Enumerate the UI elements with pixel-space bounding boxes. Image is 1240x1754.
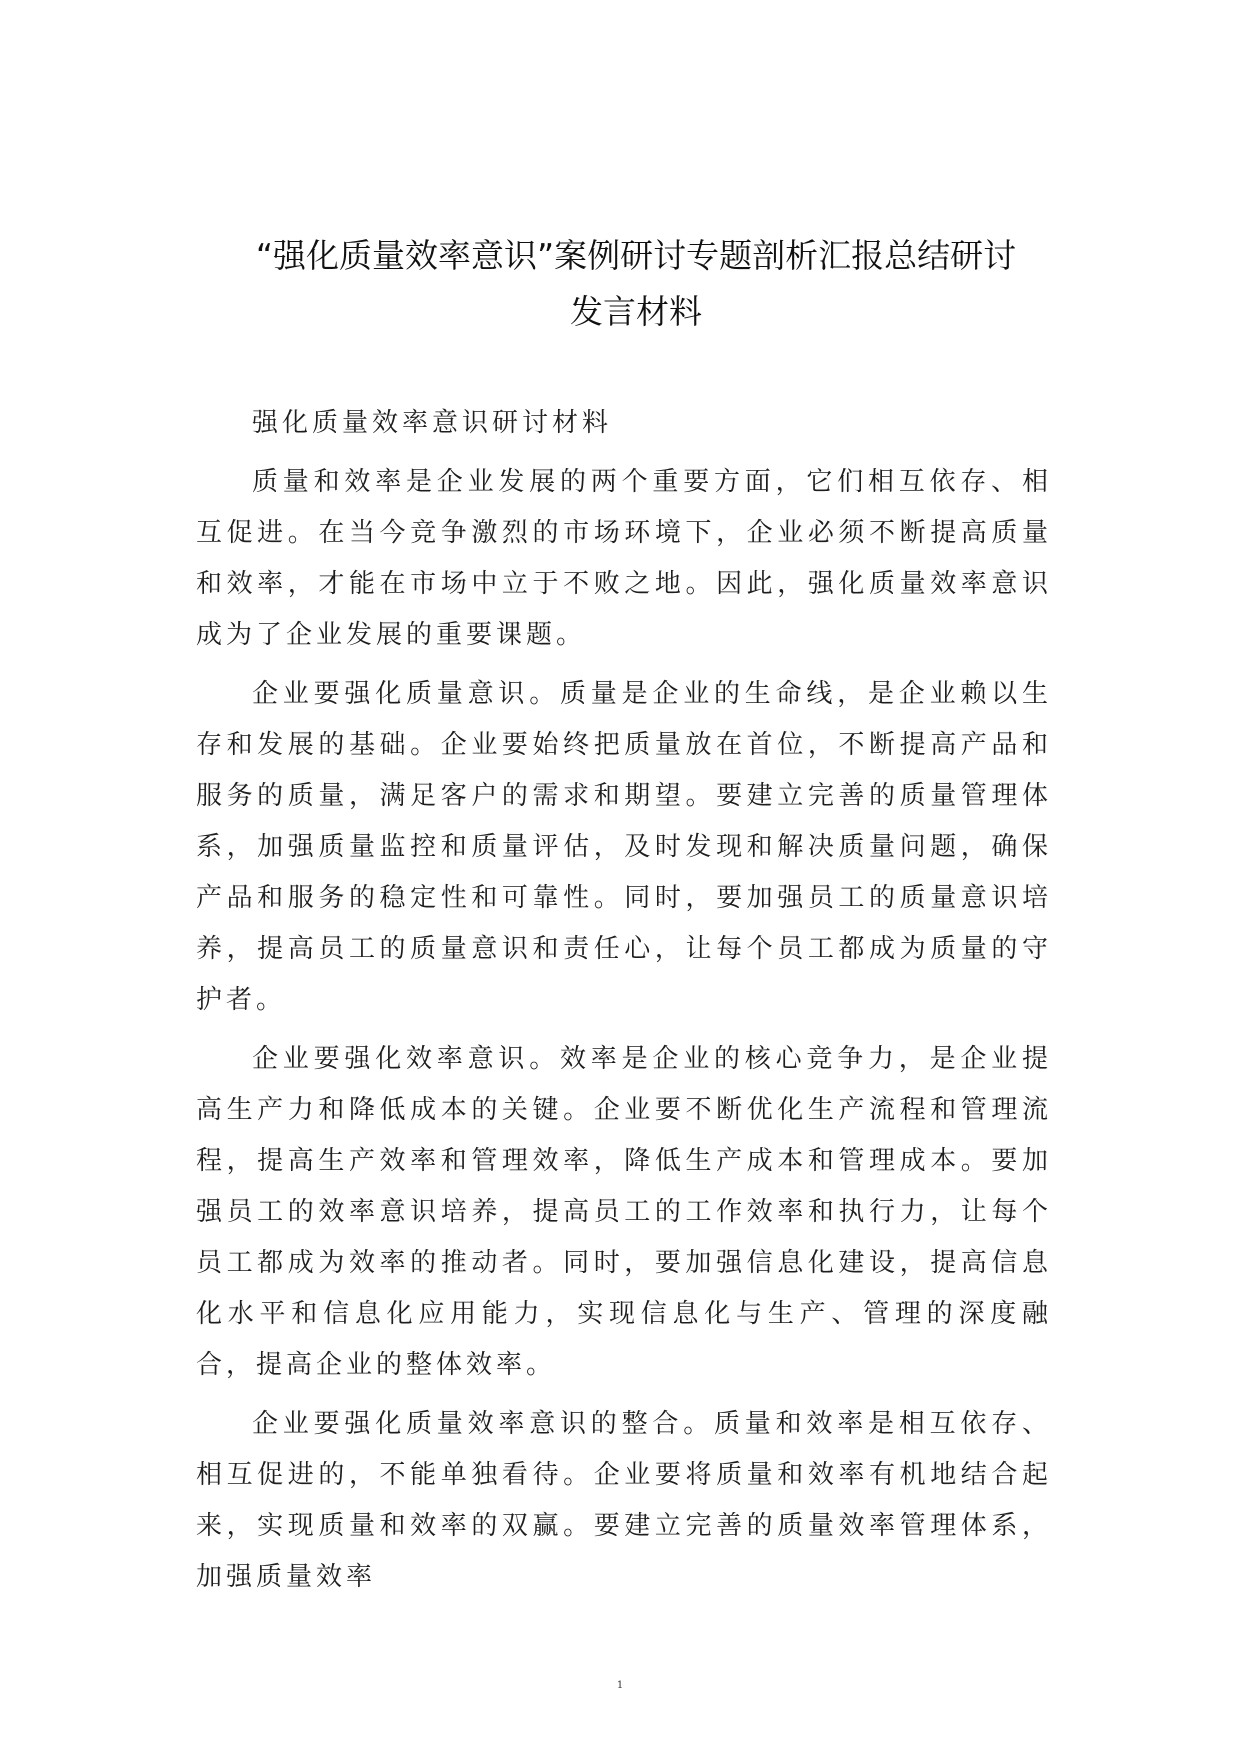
document-title [196, 228, 1076, 340]
title-line-1: “强化质量效率意识”案例研讨专题剖析汇报总结研讨 [255, 236, 1017, 275]
document-subtitle: 强化质量效率意识研讨材料 [252, 408, 613, 438]
paragraph-efficiency: 企业要强化效率意识。效率是企业的核心竞争力，是企业提高生产力和降低成本的关键。企业要不断优化生产流程和管理流程，提高生产效率和管理效率，降低生产成本和管理成本。要加强员工的效率意识培养，提高员工的工作效率和执行力，让每个员工都成为效率的推动者。同时，要加强信息化建设，提高信息化水平和信息化应用能力，实现信息化与生产、管理的深度融合，提高企业的整体效率。 [196, 1044, 1052, 1380]
paragraph-intro: 质量和效率是企业发展的两个重要方面，它们相互依存、相互促进。在当今竞争激烈的市场环境下，企业必须不断提高质量和效率，才能在市场中立于不败之地。因此，强化质量效率意识成为了企业发展的重要课题。 [196, 467, 1052, 650]
paragraph-integration: 企业要强化质量效率意识的整合。质量和效率是相互依存、相互促进的，不能单独看待。企业要将质量和效率有机地结合起来，实现质量和效率的双赢。要建立完善的质量效率管理体系，加强质量效率 [196, 1409, 1052, 1592]
title-line-2: 发言材料 [570, 292, 702, 331]
document-body [196, 398, 1052, 1611]
paragraph-quality: 企业要强化质量意识。质量是企业的生命线，是企业赖以生存和发展的基础。企业要始终把质量放在首位，不断提高产品和服务的质量，满足客户的需求和期望。要建立完善的质量管理体系，加强质量监控和质量评估，及时发现和解决质量问题，确保产品和服务的稳定性和可靠性。同时，要加强员工的质量意识培养，提高员工的质量意识和责任心，让每个员工都成为质量的守护者。 [196, 679, 1052, 1015]
page-number: 1 [616, 1680, 624, 1691]
